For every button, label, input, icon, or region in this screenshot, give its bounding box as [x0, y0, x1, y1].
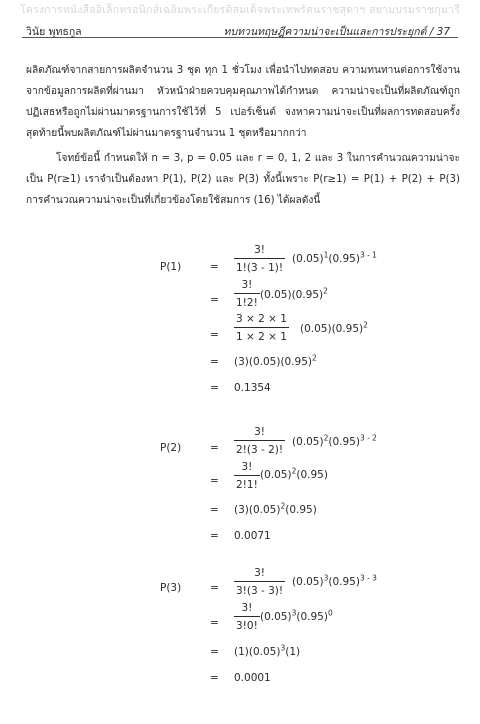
expression: $(0.05)^2(0.95)$ — [260, 466, 328, 481]
numerator: 3! — [254, 567, 265, 579]
expression: $(0.05)(0.95)^2$ — [260, 286, 328, 301]
denominator: 2!1! — [236, 479, 258, 491]
equals-sign: = — [210, 504, 219, 516]
p3-result: 0.0001 — [234, 672, 271, 684]
fraction — [234, 313, 289, 343]
p2-lhs: P(2) — [160, 442, 182, 454]
fraction — [234, 567, 285, 597]
equals-sign: = — [210, 530, 219, 542]
fraction — [234, 602, 260, 632]
fraction-bar — [234, 293, 260, 294]
equals-sign: = — [210, 382, 219, 394]
numerator: 3! — [254, 426, 265, 438]
p3-lhs: P(3) — [160, 582, 182, 594]
numerator: 3! — [241, 602, 253, 614]
denominator: 1!(3 - 1)! — [236, 262, 284, 274]
equals-sign: = — [210, 294, 219, 306]
fraction-bar — [234, 258, 285, 259]
watermark-text: โครงการหนังสืออิเล็กทรอนิกส์เฉลิมพระเกียรติสมเด็จพระเทพรัตนราชสุดาฯ สยามบรมราชกุมารี — [20, 4, 460, 16]
expression: $(0.05)^3(0.95)^{3 - 3}$ — [292, 573, 377, 588]
expression: $(1)(0.05)^3(1)$ — [234, 643, 301, 658]
expression: $(3)(0.05)^2(0.95)$ — [234, 501, 317, 516]
header-rule — [22, 37, 458, 38]
denominator: 1 × 2 × 1 — [236, 331, 287, 343]
fraction-bar — [234, 475, 260, 476]
equals-sign: = — [210, 582, 219, 594]
numerator: 3 × 2 × 1 — [236, 313, 287, 325]
expression: $(3)(0.05)(0.95)^2$ — [234, 353, 317, 368]
equals-sign: = — [210, 261, 219, 273]
fraction-bar — [234, 616, 260, 617]
author-name: วินัย พุทธกูล — [26, 26, 82, 38]
expression: $(0.05)^1(0.95)^{3 - 1}$ — [292, 250, 377, 265]
expression: $(0.05)(0.95)^2$ — [300, 320, 368, 335]
paragraph-problem: ผลิตภัณฑ์จากสายการผลิตจำนวน 3 ชุด ทุก 1 ชั่วโมง เพื่อนำไปทดสอบ ความทนทานต่อการใช้งาน จากข้อมูลการผลิตที่ผ่านมา หัวหน้าฝ่ายควบคุมคุณภาพได้กำหนด ความน่าจะเป็นที่ผลิตภัณฑ์ถูกปฏิเสธหรือถูกไม่ผ่านมาตรฐานการใช้ไว้ที่ 5 เปอร์เซ็นต์ จงหาความน่าจะเป็นที่ผลการทดสอบครั้งสุดท้ายนี้พบผลิตภัณฑ์ไม่ผ่านมาตรฐานจำนวน 1 ชุดหรือมากกว่า — [26, 65, 460, 139]
denominator: 1!2! — [236, 297, 258, 309]
expression: $(0.05)^3(0.95)^0$ — [260, 608, 333, 623]
equals-sign: = — [210, 646, 219, 658]
denominator: 2!(3 - 2)! — [236, 444, 284, 456]
equals-sign: = — [210, 672, 219, 684]
numerator: 3! — [241, 279, 253, 291]
fraction — [234, 461, 260, 491]
numerator: 3! — [241, 461, 253, 473]
denominator: 3!(3 - 3)! — [236, 585, 284, 597]
numerator: 3! — [254, 244, 265, 256]
p2-result: 0.0071 — [234, 530, 271, 542]
equals-sign: = — [210, 475, 219, 487]
fraction — [234, 244, 285, 274]
fraction — [234, 426, 285, 456]
fraction — [234, 279, 260, 309]
fraction-bar — [234, 440, 285, 441]
equals-sign: = — [210, 617, 219, 629]
equals-sign: = — [210, 356, 219, 368]
p1-result: 0.1354 — [234, 382, 271, 394]
p1-lhs: P(1) — [160, 261, 182, 273]
expression: $(0.05)^2(0.95)^{3 - 2}$ — [292, 433, 377, 448]
denominator: 3!0! — [236, 620, 258, 632]
equals-sign: = — [210, 442, 219, 454]
fraction-bar — [234, 581, 285, 582]
equals-sign: = — [210, 329, 219, 341]
running-title: ทบทวนทฤษฎีความน่าจะเป็นและการประยุกต์ / 37 — [223, 26, 450, 38]
paragraph-solution-intro: โจทย์ข้อนี้ กำหนดให้ n = 3, p = 0.05 และ r = 0, 1, 2 และ 3 ในการคำนวณความน่าจะเป็น P(r≥1) เราจำเป็นต้องหา P(1), P(2) และ P(3) ทั้งนี้เพราะ P(r≥1) = P(1) + P(2) + P(3) การคำนวณความน่าจะเป็นที่เกี่ยวข้องโดยใช้สมการ (16) ได้ผลดังนี้ — [26, 153, 460, 206]
fraction-bar — [234, 327, 289, 328]
